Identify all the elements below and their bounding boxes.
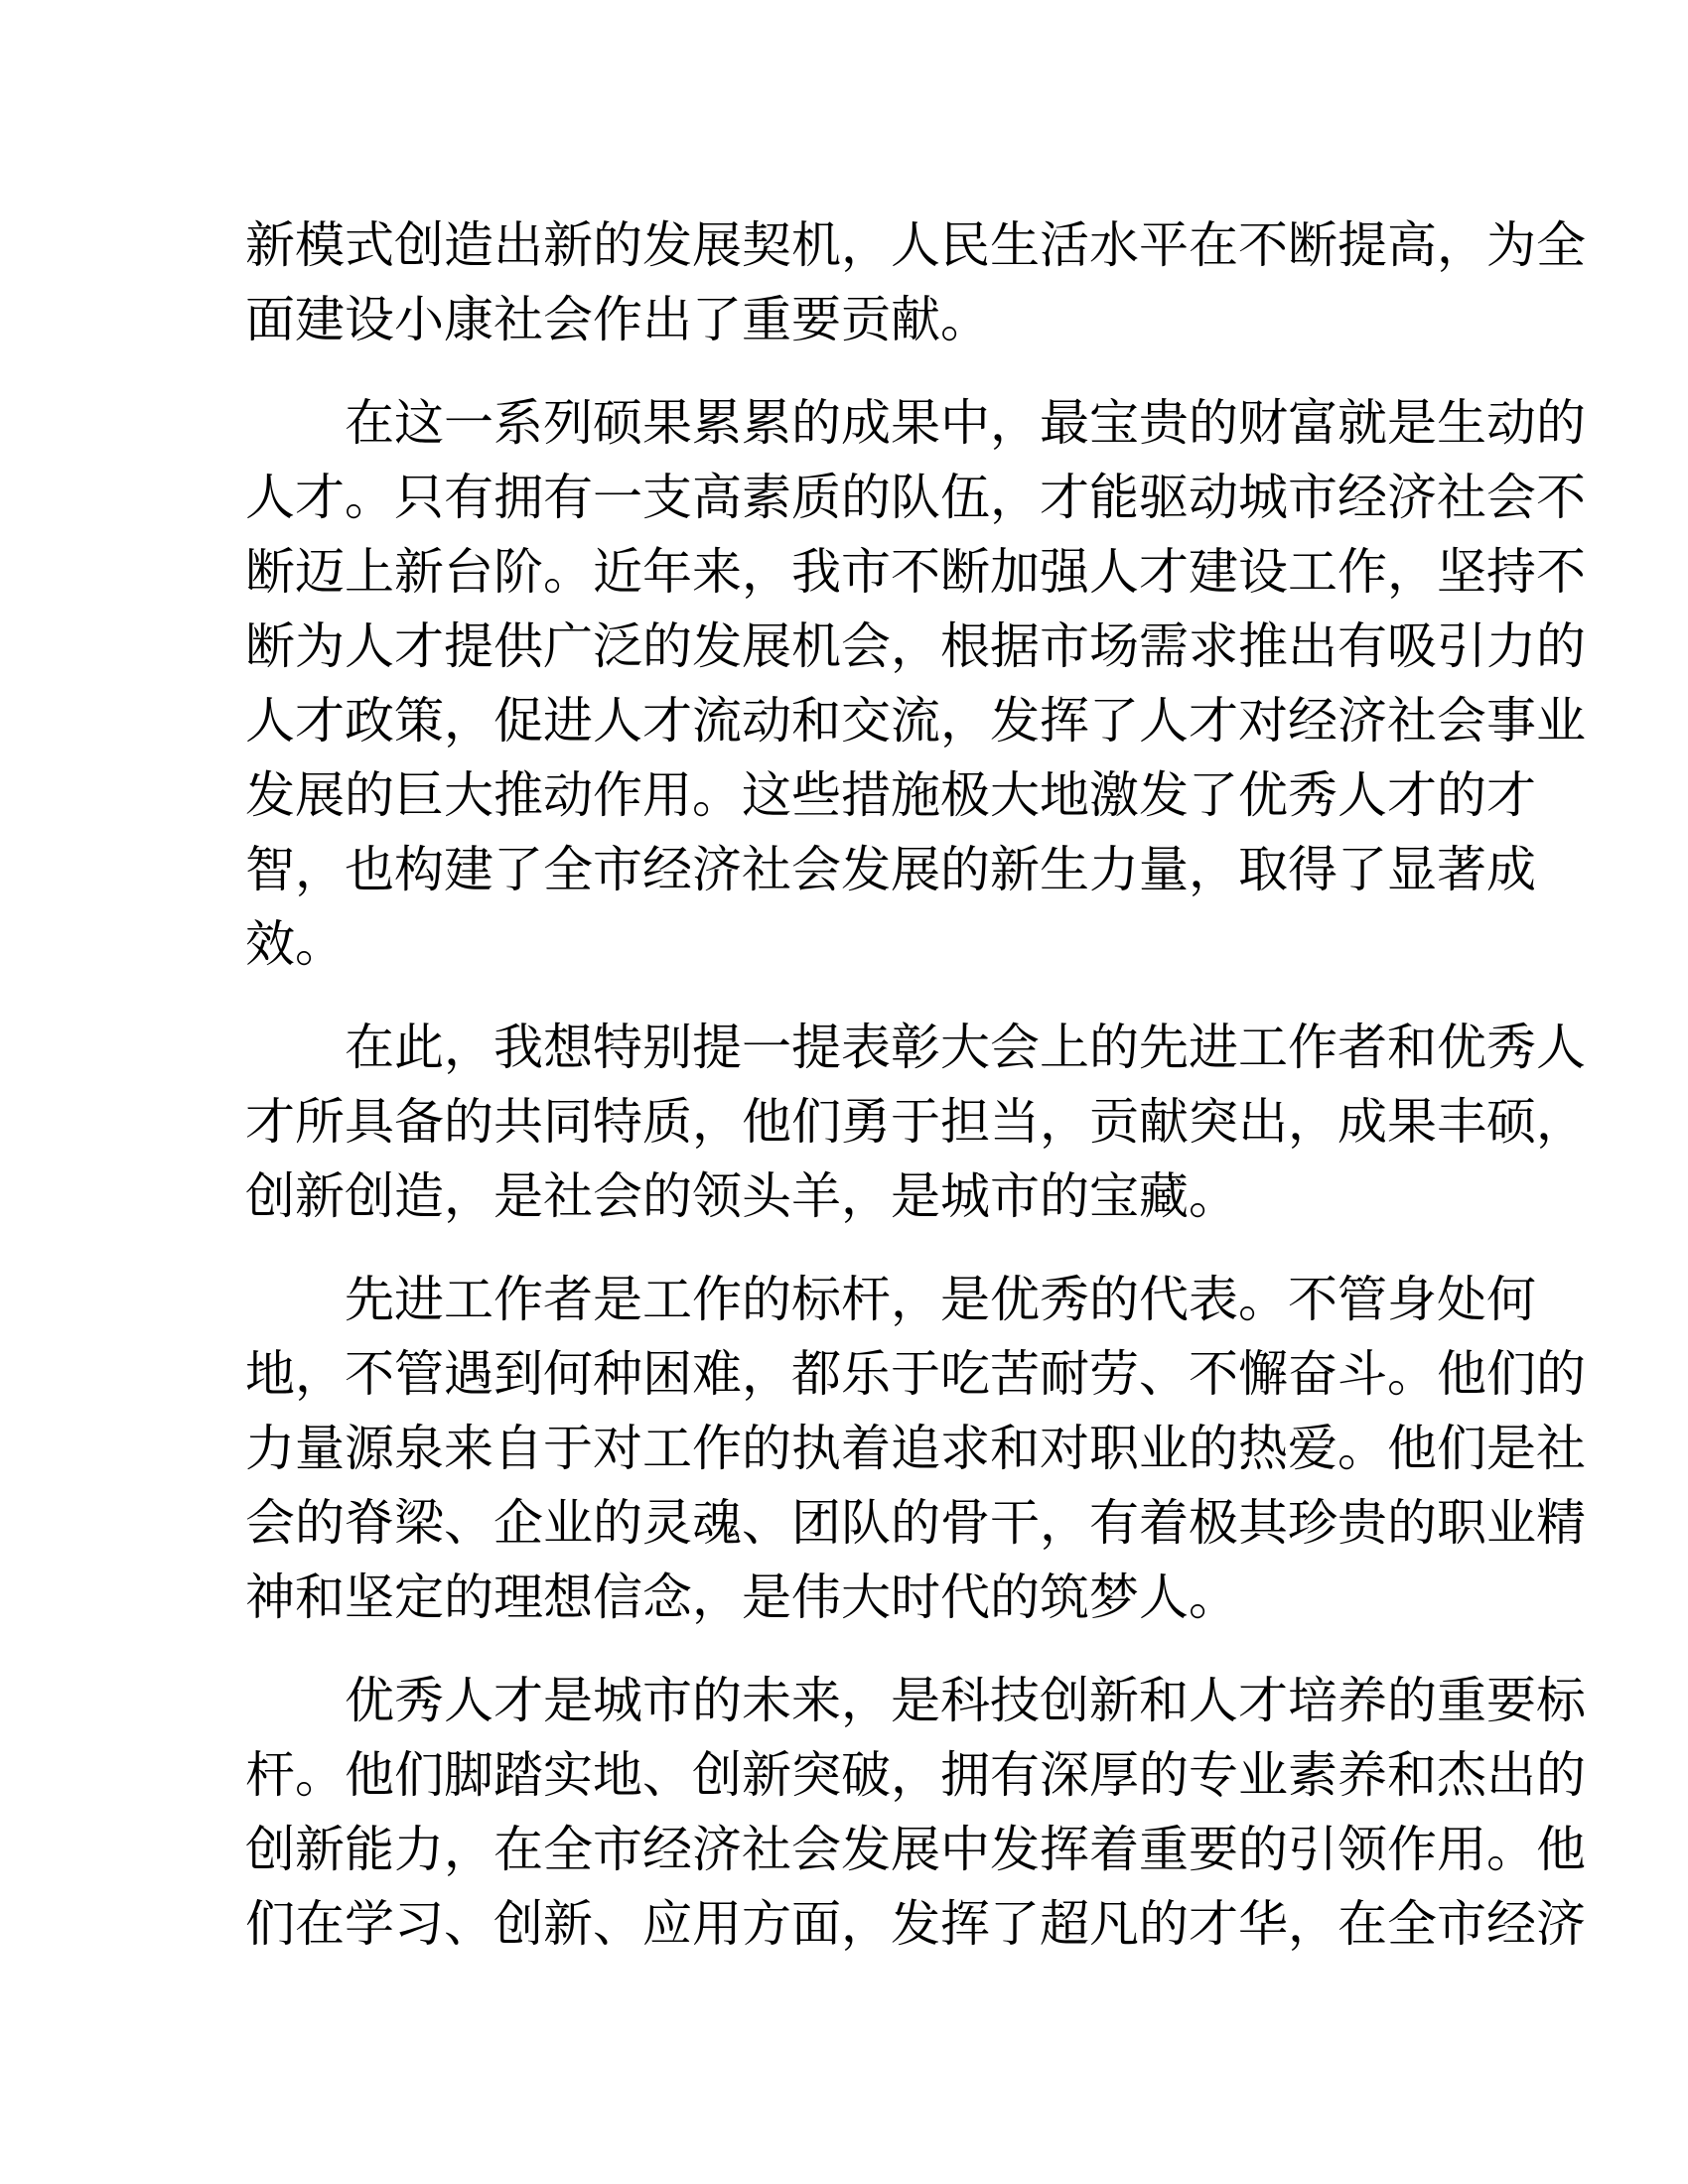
text-line: 地，不管遇到何种困难，都乐于吃苦耐劳、不懈奋斗。他们的	[245, 1346, 1586, 1402]
document-page	[245, 208, 1586, 1990]
text-line: 发展的巨大推动作用。这些措施极大地激发了优秀人才的才	[245, 767, 1536, 823]
text-line: 神和坚定的理想信念，是伟大时代的筑梦人。	[245, 1570, 1238, 1625]
text-line: 才所具备的共同特质，他们勇于担当，贡献突出，成果丰硕，	[245, 1094, 1586, 1150]
paragraph	[245, 386, 1586, 982]
text-line: 先进工作者是工作的标杆，是优秀的代表。不管身处何	[345, 1272, 1536, 1327]
text-line: 会的脊梁、企业的灵魂、团队的骨干，有着极其珍贵的职业精	[245, 1495, 1586, 1551]
text-line: 人才政策，促进人才流动和交流，发挥了人才对经济社会事业	[245, 693, 1586, 749]
text-line: 在这一系列硕果累累的成果中，最宝贵的财富就是生动的	[345, 395, 1586, 451]
paragraph	[245, 1011, 1586, 1234]
text-line: 断迈上新台阶。近年来，我市不断加强人才建设工作，坚持不	[245, 544, 1586, 600]
text-line: 新模式创造出新的发展契机，人民生活水平在不断提高，为全	[245, 217, 1586, 273]
paragraph	[245, 1664, 1586, 1962]
text-line: 们在学习、创新、应用方面，发挥了超凡的才华，在全市经济	[245, 1896, 1586, 1952]
paragraph	[245, 208, 1586, 357]
text-line: 效。	[245, 916, 345, 972]
text-line: 智，也构建了全市经济社会发展的新生力量，取得了显著成	[245, 842, 1536, 897]
text-line: 在此，我想特别提一提表彰大会上的先进工作者和优秀人	[345, 1020, 1586, 1075]
text-line: 杆。他们脚踏实地、创新突破，拥有深厚的专业素养和杰出的	[245, 1747, 1586, 1803]
text-line: 创新创造，是社会的领头羊，是城市的宝藏。	[245, 1168, 1238, 1224]
text-line: 创新能力，在全市经济社会发展中发挥着重要的引领作用。他	[245, 1822, 1586, 1877]
text-line: 面建设小康社会作出了重要贡献。	[245, 292, 990, 347]
text-line: 优秀人才是城市的未来，是科技创新和人才培养的重要标	[345, 1673, 1586, 1728]
paragraph	[245, 1263, 1586, 1635]
text-line: 人才。只有拥有一支高素质的队伍，才能驱动城市经济社会不	[245, 470, 1586, 525]
text-line: 断为人才提供广泛的发展机会，根据市场需求推出有吸引力的	[245, 618, 1586, 674]
text-line: 力量源泉来自于对工作的执着追求和对职业的热爱。他们是社	[245, 1421, 1586, 1476]
